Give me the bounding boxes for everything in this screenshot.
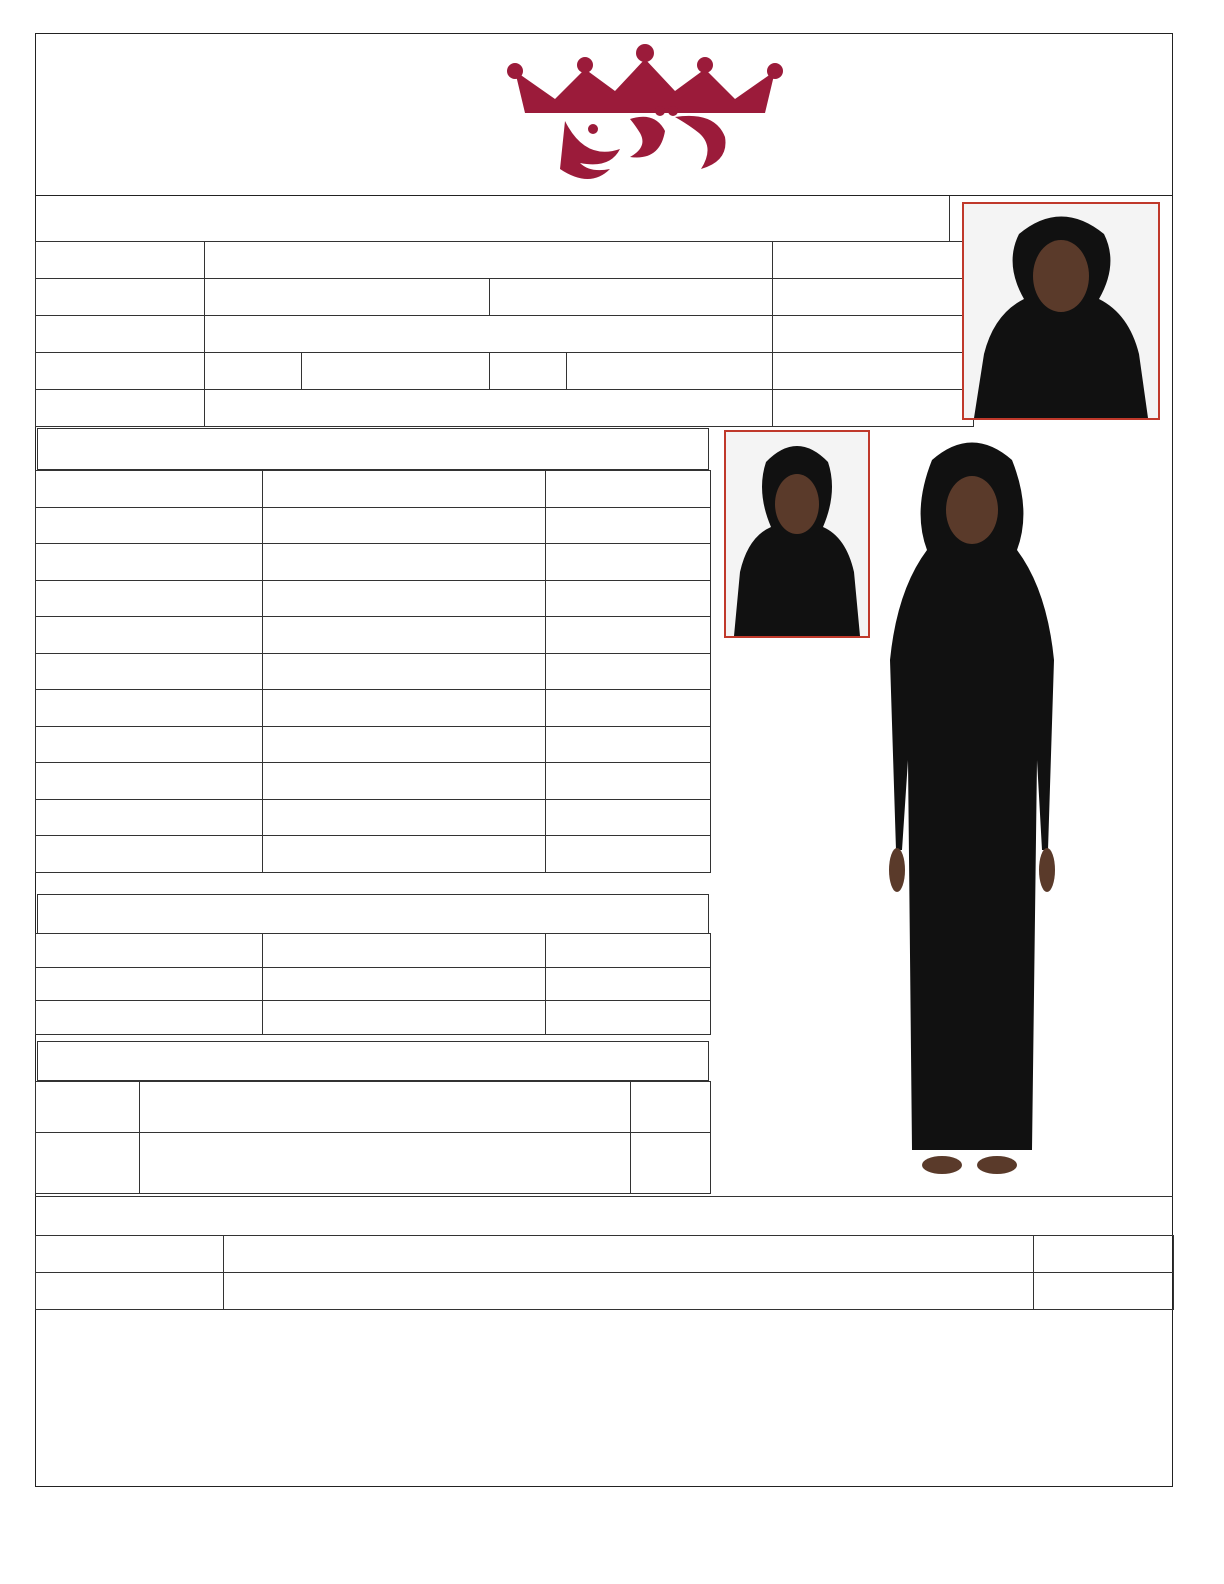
field-label-ar xyxy=(546,617,711,654)
field-label xyxy=(36,690,263,727)
period-label xyxy=(36,1082,140,1133)
telephone-label xyxy=(36,279,205,316)
salary-ar xyxy=(773,353,974,390)
field-value xyxy=(263,836,546,873)
expiry-value xyxy=(205,390,773,427)
table-row xyxy=(36,690,711,727)
salary-value xyxy=(567,353,773,390)
table-row xyxy=(36,507,711,544)
field-label xyxy=(36,934,263,968)
field-label-ar xyxy=(546,799,711,836)
salary-label xyxy=(490,353,567,390)
age-label xyxy=(36,353,205,390)
row-position xyxy=(36,316,974,353)
field-label-ar xyxy=(546,763,711,800)
header-table xyxy=(35,241,974,427)
field-value xyxy=(263,544,546,581)
field-label-ar xyxy=(546,690,711,727)
row-full-name xyxy=(36,242,974,279)
full-body-photo xyxy=(872,430,1072,1192)
full-name-label xyxy=(36,242,205,279)
other-skills-ar xyxy=(1034,1236,1174,1273)
position-label xyxy=(36,316,205,353)
field-label-ar xyxy=(546,967,711,1001)
field-value xyxy=(263,580,546,617)
field-label xyxy=(36,967,263,1001)
table-row xyxy=(36,934,711,968)
table-row xyxy=(36,1001,711,1035)
table-row xyxy=(36,617,711,654)
country-value xyxy=(140,1133,631,1194)
table-row xyxy=(36,763,711,800)
field-value xyxy=(263,617,546,654)
skills-table xyxy=(35,1235,1174,1310)
skills-heading xyxy=(35,1196,1173,1236)
row-remarks xyxy=(36,1273,1174,1310)
period-value xyxy=(140,1082,631,1133)
row-telephone xyxy=(36,279,974,316)
field-label xyxy=(36,763,263,800)
title-border xyxy=(35,196,950,242)
field-label xyxy=(36,544,263,581)
table-row xyxy=(36,836,711,873)
portrait-photo xyxy=(962,202,1160,420)
field-label-ar xyxy=(546,580,711,617)
telephone-ar xyxy=(773,279,974,316)
field-label-ar xyxy=(546,471,711,508)
languages-heading xyxy=(37,894,709,934)
previous-heading xyxy=(37,1041,709,1081)
full-name-value xyxy=(205,242,773,279)
field-label-ar xyxy=(546,934,711,968)
field-label xyxy=(36,507,263,544)
telephone-value-1 xyxy=(205,279,490,316)
other-skills-value xyxy=(224,1236,1034,1273)
field-label xyxy=(36,1001,263,1035)
languages-table xyxy=(35,933,711,1035)
portrait-figure xyxy=(964,204,1158,418)
field-label xyxy=(36,653,263,690)
field-label-ar xyxy=(546,1001,711,1035)
field-value xyxy=(263,653,546,690)
expiry-label xyxy=(36,390,205,427)
field-label xyxy=(36,617,263,654)
expiry-ar xyxy=(773,390,974,427)
taraf-logo xyxy=(415,41,895,191)
table-row xyxy=(36,967,711,1001)
field-label-ar xyxy=(546,836,711,873)
field-value xyxy=(263,1001,546,1035)
field-value xyxy=(263,471,546,508)
row-other-skills xyxy=(36,1236,1174,1273)
position-ar xyxy=(773,316,974,353)
field-value xyxy=(263,726,546,763)
row-country xyxy=(36,1133,711,1194)
field-value xyxy=(263,934,546,968)
full-name-ar xyxy=(773,242,974,279)
field-label xyxy=(36,726,263,763)
field-value xyxy=(263,799,546,836)
position-value xyxy=(205,316,773,353)
field-value xyxy=(263,690,546,727)
field-value xyxy=(263,507,546,544)
telephone-value-2 xyxy=(490,279,773,316)
logo-area xyxy=(35,33,1173,196)
field-value xyxy=(263,967,546,1001)
table-row xyxy=(36,799,711,836)
small-portrait-photo xyxy=(724,430,870,638)
field-label-ar xyxy=(546,507,711,544)
table-row xyxy=(36,471,711,508)
table-row xyxy=(36,726,711,763)
country-label xyxy=(36,1133,140,1194)
field-value xyxy=(263,763,546,800)
period-ar xyxy=(631,1082,711,1133)
table-row xyxy=(36,653,711,690)
table-row xyxy=(36,580,711,617)
details-table xyxy=(35,470,711,873)
field-label-ar xyxy=(546,653,711,690)
age-ar xyxy=(302,353,490,390)
small-portrait-figure xyxy=(726,432,868,636)
field-label xyxy=(36,471,263,508)
remarks-value xyxy=(224,1273,1034,1310)
field-label xyxy=(36,836,263,873)
field-label xyxy=(36,799,263,836)
other-skills-label xyxy=(36,1236,224,1273)
details-heading xyxy=(37,428,709,470)
remarks-ar xyxy=(1034,1273,1174,1310)
full-body-figure xyxy=(872,430,1072,1192)
previous-table xyxy=(35,1081,711,1194)
remarks-label xyxy=(36,1273,224,1310)
row-age xyxy=(36,353,974,390)
table-row xyxy=(36,544,711,581)
row-expiry xyxy=(36,390,974,427)
field-label xyxy=(36,580,263,617)
country-ar xyxy=(631,1133,711,1194)
field-label-ar xyxy=(546,726,711,763)
row-period xyxy=(36,1082,711,1133)
field-label-ar xyxy=(546,544,711,581)
age-value xyxy=(205,353,302,390)
